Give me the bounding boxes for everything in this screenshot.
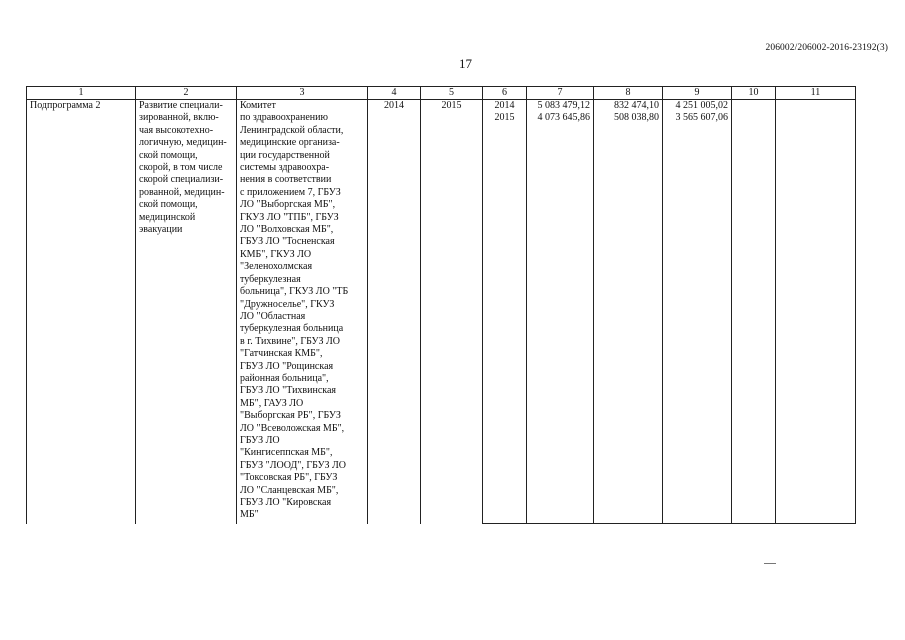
amount-col8-cell: 832 474,10 (594, 100, 663, 113)
page-number: 17 (459, 56, 472, 71)
year-cell: 2014 (483, 100, 527, 113)
document-id: 206002/206002-2016-23192(3) (765, 43, 888, 53)
header-cell: 8 (594, 87, 663, 100)
amount-col9-cell: 3 565 607,06 (663, 112, 732, 524)
header-cell: 2 (136, 87, 237, 100)
amount-col8-cell: 508 038,80 (594, 112, 663, 524)
year-cell: 2015 (483, 112, 527, 524)
header-cell: 10 (732, 87, 776, 100)
amount-col9-cell: 4 251 005,02 (663, 100, 732, 113)
amount-col11-cell (776, 100, 856, 113)
scan-mark (764, 563, 776, 564)
amount-col10-cell (732, 100, 776, 113)
end-year-cell: 2015 (421, 100, 483, 524)
total-amount-cell: 5 083 479,12 (527, 100, 594, 113)
executor-cell: Комитет по здравоохранению Ленинградской области, медицинские организа- ции государственной системы здравоохра- нения в соответствии с приложением 7, ГБУЗ ЛО "Выборгская МБ", ГКУЗ ЛО "ТПБ", ГБУЗ ЛО "Волховская МБ", ГБУЗ ЛО "Тосненская КМБ", ГКУЗ ЛО "Зеленохолмская туберкулезная больница", ГКУЗ ЛО "ТБ "Дружноселье", ГКУЗ ЛО "Областная туберкулезная больница в г. Тихвине", ГБУЗ ЛО "Гатчинская КМБ", ГБУЗ ЛО "Рощинская районная больница", ГБУЗ ЛО "Тихвинская МБ", ГАУЗ ЛО "Выборгская РБ", ГБУЗ ЛО "Всеволожская МБ", ГБУЗ ЛО "Кингисеппская МБ", ГБУЗ "ЛООД", ГБУЗ ЛО "Токсовская РБ", ГБУЗ ЛО "Сланцевская МБ", ГБУЗ ЛО "Кировская МБ" (237, 100, 368, 524)
header-cell: 4 (368, 87, 421, 100)
header-cell: 3 (237, 87, 368, 100)
header-cell: 6 (483, 87, 527, 100)
start-year-cell: 2014 (368, 100, 421, 524)
subprogram-title-cell: Развитие специали- зированной, вклю- чая высокотехно- логичную, медицин- ской помощи, скорой, в том числе скорой специализи- рованной, медицин- ской помощи, медицинской эвакуации (136, 100, 237, 524)
header-cell: 5 (421, 87, 483, 100)
amount-col10-cell (732, 112, 776, 524)
subprogram-cell: Подпрограмма 2 (27, 100, 136, 524)
header-cell: 9 (663, 87, 732, 100)
table-row (27, 100, 856, 113)
total-amount-cell: 4 073 645,86 (527, 112, 594, 524)
header-cell: 1 (27, 87, 136, 100)
amount-col11-cell (776, 112, 856, 524)
header-row (27, 87, 856, 100)
header-cell: 7 (527, 87, 594, 100)
header-cell: 11 (776, 87, 856, 100)
program-table (26, 86, 856, 524)
